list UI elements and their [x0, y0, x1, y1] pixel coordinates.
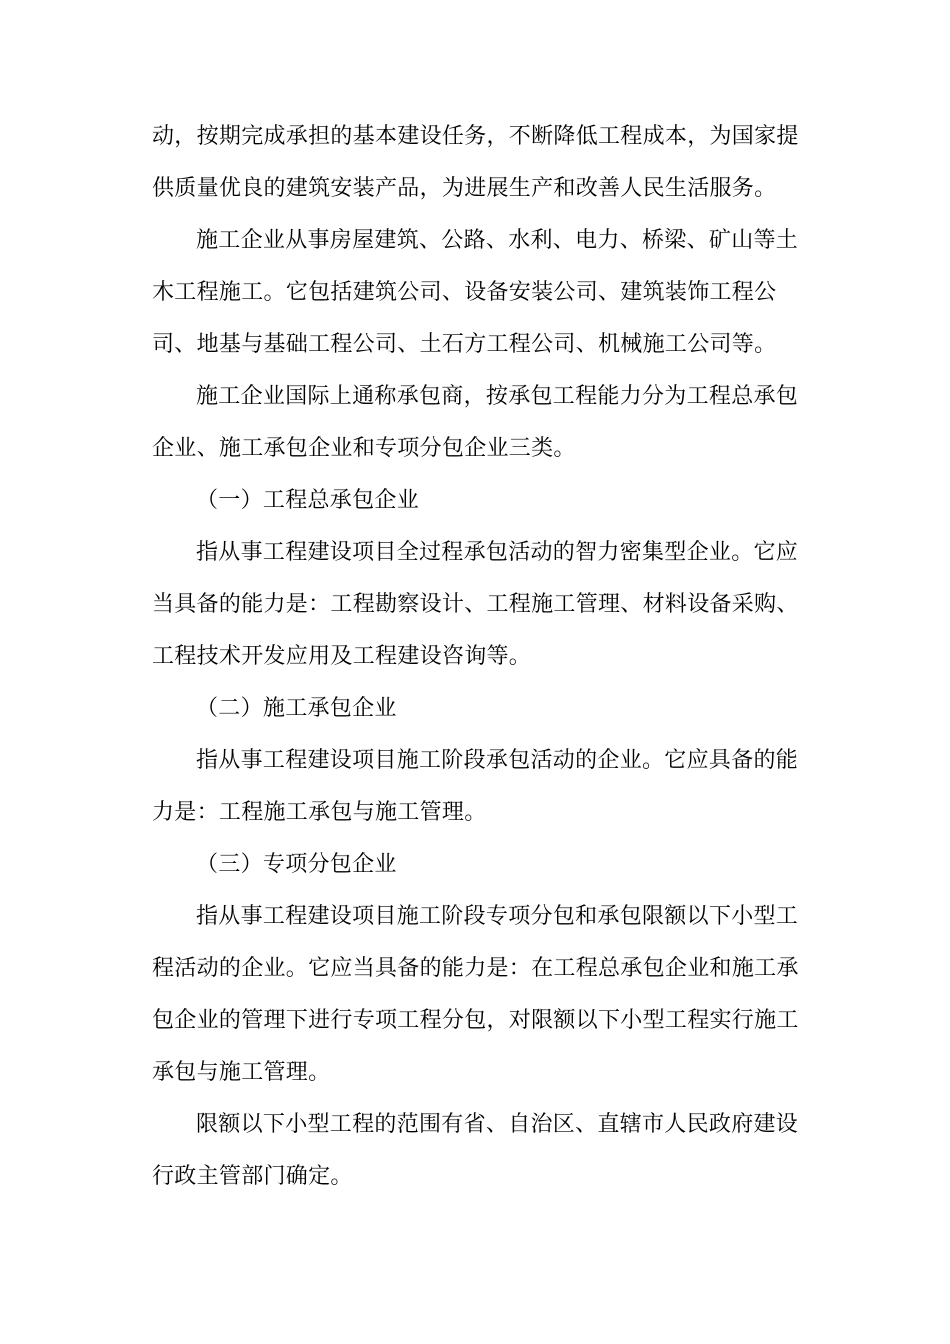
paragraph-line: 动，按期完成承担的基本建设任务，不断降低工程成本，为国家提: [152, 124, 799, 149]
section-heading: （三）专项分包企业: [196, 852, 397, 877]
paragraph-line: 指从事工程建设项目全过程承包活动的智力密集型企业。它应: [196, 540, 799, 565]
paragraph-line: 木工程施工。它包括建筑公司、设备安装公司、建筑装饰工程公: [152, 280, 777, 305]
paragraph-line: 施工企业国际上通称承包商，按承包工程能力分为工程总承包: [196, 384, 799, 409]
paragraph-line: 企业、施工承包企业和专项分包企业三类。: [152, 436, 576, 461]
paragraph-line: 司、地基与基础工程公司、土石方工程公司、机械施工公司等。: [152, 332, 777, 357]
paragraph-line: 限额以下小型工程的范围有省、自治区、直辖市人民政府建设: [196, 1112, 799, 1137]
section-heading: （二）施工承包企业: [196, 696, 397, 721]
paragraph-line: 行政主管部门确定。: [152, 1164, 353, 1189]
paragraph-line: 包企业的管理下进行专项工程分包，对限额以下小型工程实行施工: [152, 1008, 799, 1033]
paragraph-line: 承包与施工管理。: [152, 1060, 331, 1085]
paragraph-line: 力是：工程施工承包与施工管理。: [152, 800, 487, 825]
paragraph-line: 指从事工程建设项目施工阶段专项分包和承包限额以下小型工: [196, 904, 799, 929]
paragraph-line: 施工企业从事房屋建筑、公路、水利、电力、桥梁、矿山等土: [196, 228, 799, 253]
paragraph-line: 指从事工程建设项目施工阶段承包活动的企业。它应具备的能: [196, 748, 799, 773]
paragraph-line: 程活动的企业。它应当具备的能力是：在工程总承包企业和施工承: [152, 956, 799, 981]
paragraph-line: 当具备的能力是：工程勘察设计、工程施工管理、材料设备采购、: [152, 592, 799, 617]
section-heading: （一）工程总承包企业: [196, 488, 420, 513]
paragraph-line: 工程技术开发应用及工程建设咨询等。: [152, 644, 532, 669]
paragraph-line: 供质量优良的建筑安装产品，为进展生产和改善人民生活服务。: [152, 176, 777, 201]
